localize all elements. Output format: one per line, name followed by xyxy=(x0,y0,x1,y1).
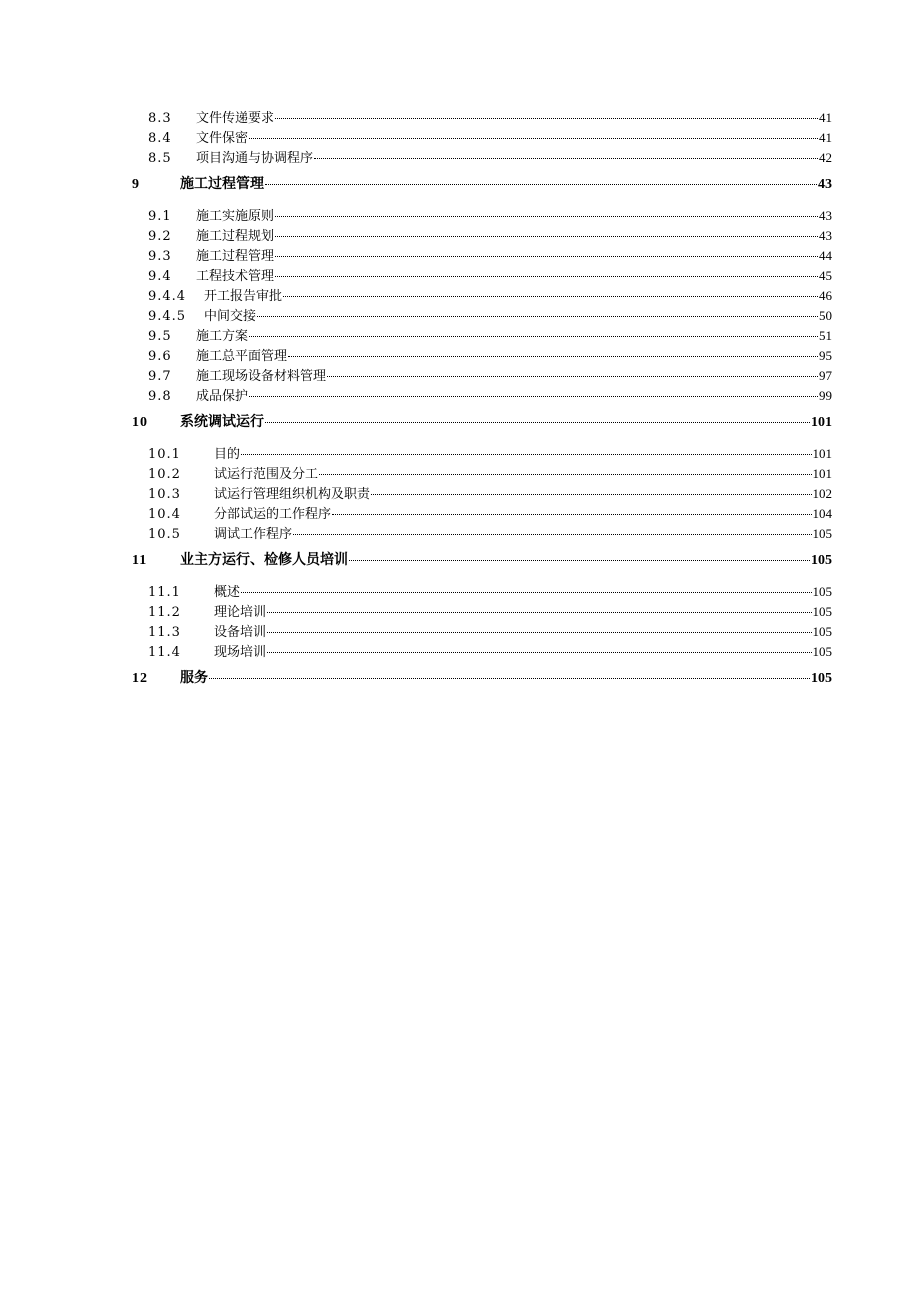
toc-dot-leader xyxy=(283,295,818,297)
toc-entry-title: 理论培训 xyxy=(214,605,267,620)
toc-dot-leader xyxy=(275,215,818,217)
toc-entry-title: 中间交接 xyxy=(204,309,257,324)
toc-entry-title: 概述 xyxy=(214,585,241,600)
toc-entry-page: 105 xyxy=(812,584,832,599)
toc-section-entry[interactable] xyxy=(132,504,832,524)
toc-section-entry[interactable] xyxy=(132,622,832,642)
toc-entry-title: 业主方运行、检修人员培训 xyxy=(180,553,348,568)
toc-entry-page: 105 xyxy=(811,553,832,568)
toc-entry-number: 8.4 xyxy=(148,131,172,146)
toc-entry-page: 99 xyxy=(819,388,832,403)
toc-entry-title: 施工方案 xyxy=(196,329,249,344)
toc-entry-page: 97 xyxy=(819,368,832,383)
toc-section-entry[interactable] xyxy=(132,246,832,266)
toc-entry-page: 104 xyxy=(812,506,832,521)
toc-entry-number: 11.3 xyxy=(148,625,181,640)
toc-entry-page: 46 xyxy=(819,288,832,303)
toc-dot-leader xyxy=(288,355,818,357)
toc-entry-page: 51 xyxy=(819,328,832,343)
toc-entry-number: 11.1 xyxy=(148,585,181,600)
toc-entry-page: 101 xyxy=(811,415,832,430)
toc-entry-number: 10 xyxy=(132,415,148,430)
toc-entry-page: 41 xyxy=(819,110,832,125)
toc-entry-number: 9.3 xyxy=(148,249,172,264)
toc-entry-title: 施工现场设备材料管理 xyxy=(196,369,327,384)
toc-entry-page: 45 xyxy=(819,268,832,283)
toc-entry-number: 9.1 xyxy=(148,209,172,224)
toc-entry-page: 101 xyxy=(812,466,832,481)
toc-section-entry[interactable] xyxy=(132,306,832,326)
toc-entry-page: 50 xyxy=(819,308,832,323)
toc-entry-number: 9.8 xyxy=(148,389,172,404)
toc-dot-leader xyxy=(275,275,818,277)
toc-dot-leader xyxy=(275,117,818,119)
toc-entry-page: 105 xyxy=(812,526,832,541)
toc-dot-leader xyxy=(257,315,818,317)
toc-dot-leader xyxy=(314,157,818,159)
toc-section-entry[interactable] xyxy=(132,366,832,386)
toc-entry-number: 9 xyxy=(132,177,140,192)
toc-entry-number: 10.4 xyxy=(148,507,181,522)
toc-entry-number: 9.7 xyxy=(148,369,172,384)
toc-entry-number: 9.5 xyxy=(148,329,172,344)
table-of-contents xyxy=(132,108,832,700)
toc-entry-number: 10.5 xyxy=(148,527,181,542)
toc-entry-title: 调试工作程序 xyxy=(214,527,293,542)
toc-entry-number: 11 xyxy=(132,553,148,568)
toc-entry-title: 服务 xyxy=(180,671,208,686)
toc-entry-page: 105 xyxy=(812,604,832,619)
toc-dot-leader xyxy=(327,375,818,377)
toc-entry-page: 41 xyxy=(819,130,832,145)
toc-dot-leader xyxy=(241,453,811,455)
toc-entry-page: 44 xyxy=(819,248,832,263)
toc-dot-leader xyxy=(267,611,811,613)
toc-entry-title: 成品保护 xyxy=(196,389,249,404)
toc-dot-leader xyxy=(241,591,811,593)
toc-section-entry[interactable] xyxy=(132,148,832,168)
toc-entry-title: 现场培训 xyxy=(214,645,267,660)
toc-entry-page: 105 xyxy=(812,624,832,639)
toc-section-entry[interactable] xyxy=(132,206,832,226)
toc-entry-number: 9.6 xyxy=(148,349,172,364)
toc-entry-title: 试运行管理组织机构及职责 xyxy=(214,487,371,502)
toc-entry-title: 开工报告审批 xyxy=(204,289,283,304)
toc-entry-number: 11.4 xyxy=(148,645,181,660)
toc-entry-number: 9.2 xyxy=(148,229,172,244)
toc-dot-leader xyxy=(319,473,811,475)
toc-entry-title: 施工总平面管理 xyxy=(196,349,288,364)
toc-entry-page: 42 xyxy=(819,150,832,165)
toc-entry-number: 10.2 xyxy=(148,467,181,482)
toc-dot-leader xyxy=(267,631,811,633)
toc-entry-title: 设备培训 xyxy=(214,625,267,640)
toc-entry-title: 项目沟通与协调程序 xyxy=(196,151,314,166)
toc-entry-number: 8.5 xyxy=(148,151,172,166)
toc-section-entry[interactable] xyxy=(132,346,832,366)
toc-entry-title: 系统调试运行 xyxy=(180,415,264,430)
toc-dot-leader xyxy=(349,559,810,561)
toc-dot-leader xyxy=(275,235,818,237)
toc-entry-title: 施工过程管理 xyxy=(196,249,275,264)
toc-entry-page: 102 xyxy=(812,486,832,501)
toc-entry-title: 分部试运的工作程序 xyxy=(214,507,332,522)
toc-section-entry[interactable] xyxy=(132,266,832,286)
toc-section-entry[interactable] xyxy=(132,326,832,346)
toc-entry-title: 目的 xyxy=(214,447,241,462)
toc-section-entry[interactable] xyxy=(132,464,832,484)
toc-section-entry[interactable] xyxy=(132,128,832,148)
toc-entry-title: 文件传递要求 xyxy=(196,111,275,126)
toc-section-entry[interactable] xyxy=(132,524,832,544)
toc-entry-title: 施工过程管理 xyxy=(180,177,264,192)
toc-dot-leader xyxy=(249,137,818,139)
toc-chapter-entry[interactable] xyxy=(132,170,832,200)
toc-entry-page: 43 xyxy=(818,177,832,192)
toc-section-entry[interactable] xyxy=(132,444,832,464)
toc-entry-page: 95 xyxy=(819,348,832,363)
toc-entry-number: 9.4 xyxy=(148,269,172,284)
toc-entry-title: 文件保密 xyxy=(196,131,249,146)
toc-dot-leader xyxy=(265,421,810,423)
toc-dot-leader xyxy=(265,183,817,185)
toc-section-entry[interactable] xyxy=(132,582,832,602)
toc-entry-number: 10.3 xyxy=(148,487,181,502)
toc-section-entry[interactable] xyxy=(132,226,832,246)
toc-dot-leader xyxy=(293,533,811,535)
toc-dot-leader xyxy=(275,255,818,257)
toc-entry-number: 9.4.4 xyxy=(148,289,187,304)
toc-entry-page: 105 xyxy=(812,644,832,659)
toc-chapter-entry[interactable] xyxy=(132,546,832,576)
toc-entry-page: 43 xyxy=(819,208,832,223)
toc-entry-page: 105 xyxy=(811,671,832,686)
toc-entry-number: 9.4.5 xyxy=(148,309,187,324)
toc-chapter-entry[interactable] xyxy=(132,408,832,438)
toc-entry-number: 8.3 xyxy=(148,111,172,126)
toc-entry-title: 施工实施原则 xyxy=(196,209,275,224)
toc-entry-number: 11.2 xyxy=(148,605,181,620)
toc-section-entry[interactable] xyxy=(132,108,832,128)
toc-entry-number: 10.1 xyxy=(148,447,181,462)
toc-section-entry[interactable] xyxy=(132,286,832,306)
toc-entry-title: 试运行范围及分工 xyxy=(214,467,319,482)
toc-section-entry[interactable] xyxy=(132,484,832,504)
toc-entry-number: 12 xyxy=(132,671,148,686)
toc-section-entry[interactable] xyxy=(132,642,832,662)
toc-dot-leader xyxy=(249,395,818,397)
toc-entry-title: 施工过程规划 xyxy=(196,229,275,244)
toc-dot-leader xyxy=(267,651,811,653)
toc-section-entry[interactable] xyxy=(132,386,832,406)
toc-dot-leader xyxy=(249,335,818,337)
toc-entry-title: 工程技术管理 xyxy=(196,269,275,284)
toc-chapter-entry[interactable] xyxy=(132,664,832,694)
toc-entry-page: 43 xyxy=(819,228,832,243)
toc-section-entry[interactable] xyxy=(132,602,832,622)
toc-dot-leader xyxy=(209,677,810,679)
toc-entry-page: 101 xyxy=(812,446,832,461)
toc-dot-leader xyxy=(332,513,811,515)
toc-dot-leader xyxy=(371,493,811,495)
